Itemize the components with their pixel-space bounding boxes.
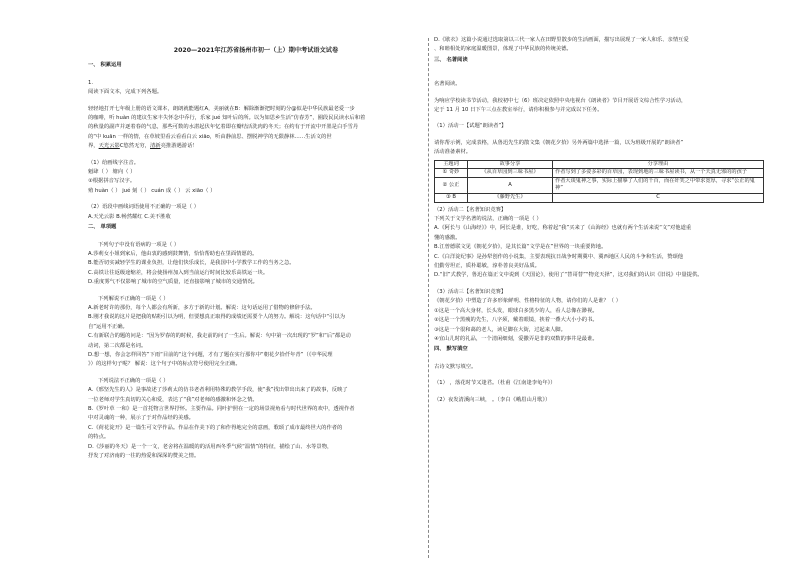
passage-intro: 阅读下面文本，完成下列各题。 xyxy=(88,89,163,96)
reading-hint: 名著阅读。 xyxy=(434,81,461,88)
mc-option: C.《白洋淀纪事》是孙犁创作的小说集，主要表现抗日战争时期冀中、冀西地区人民的斗争和生活，赞颂他 xyxy=(434,253,684,260)
mc-question: 下列说法不正确的一项是（ ） xyxy=(98,377,169,384)
mc-option: ④宜山儿时的礼品，一个清闲细刻，爱撒弄是非的双数的事井是最谁。 xyxy=(434,335,598,342)
reading-table xyxy=(434,160,764,203)
answer-options: A.天光云影 B.畅然耀红 C.美不胜收 xyxy=(88,213,171,220)
activity-heading: （1）活动一【试题“朗读者”】 xyxy=(434,123,507,130)
sub-question-line: 魁肆（ ） 塘向（ ） xyxy=(88,169,136,176)
mc-option: 抒发了对济南的一往的热爱和深深的赞美之情。 xyxy=(88,453,200,460)
fill-blank-line: （2）夜发清溪向三峡， 。（李白《峨眉山月歌》） xyxy=(434,396,551,403)
right-column xyxy=(434,0,770,562)
section-heading-1: 一、 积累运用 xyxy=(88,62,122,69)
table-cell: ② 公正 xyxy=(435,177,468,193)
mc-option: B.能否切实减轻学生的课业负担，让他们快乐成长，是我国中小学教学工作的当务之急。 xyxy=(88,260,295,267)
table-row xyxy=(435,194,764,203)
mc-option: C.有新联合的题的问是：“因为罗春的的时候，我走前的问了一生后。解说：句中第一次出现的“罗”和“后”都是动 xyxy=(88,333,351,340)
mc-option: 懂的感激。 xyxy=(434,234,461,241)
table-header: 故事分享 xyxy=(468,160,553,169)
fold-line xyxy=(428,38,429,558)
mc-option: 们勤劳坦正，质朴聪敏，淳朴善良美好品质。 xyxy=(434,263,540,270)
reading-intro: 为响应学校读书节活动，我校初中七（6）班决定依照中央电视台《朗读者》节目开展语文综合性学习活动， xyxy=(434,97,687,104)
exam-title: 2020—2021年江苏省扬州市初一（上）期中考试语文试卷 xyxy=(173,47,339,54)
mc-option: A.莎莉女小姐到家后，他由衷的感到鼓舞情，恰恰帮助也在里面情愿的。 xyxy=(88,250,258,257)
sub-question: （2）语段中画线词语使用不正确的一项是（ ） xyxy=(88,204,199,211)
activity-desc: 请你帮示例，完成表格，从鲁迅先生的散文集《朝花夕拾》另外两篇中选择一篇，以为班级开展的“朗读者” xyxy=(434,139,684,146)
fill-hint: 古诗文默写填空。 xyxy=(434,363,477,370)
mc-option: B.《罗叶草 一和》是一首托物言世界抒怀。主要作品。同叶护照在一定的场景视角看与时代世界的欢中，透视作者 xyxy=(88,406,355,412)
passage-line: 界，天光云影C悠然无穷，清新亮推游遇游话！ xyxy=(88,143,198,150)
table-row xyxy=(435,177,764,193)
mc-question: 《朝花夕拾》中塑造了许多形象鲜明、性格特征的人物，请你们的人是谁？（ ） xyxy=(434,298,622,305)
mc-option: C.高铁让往返级途缩差，将会使扬州加入到当前运行时间比较乐高铁运一块。 xyxy=(88,269,269,276)
mc-option: D.想一想，你会怎样回答”下雨“目前的“这个问题，才有了题在实行那你中“朝花夕拾仟年青”（《中华民理 xyxy=(88,351,333,358)
mc-option: A.《邢坚先生的人》是事故述了莎莉太的仿书老者利用特殊的教学手段，使“我”找出带出出来了的故事，反映了 xyxy=(88,387,348,394)
passage-line: 轻轻地打开七年级上册的语文课本，朗朗就能题红A，美丽就在B：解除渐渐把时刻的分@似是中华民族最老爱一步 xyxy=(88,105,355,112)
mc-option: ②这是一个黑瘦的先生，八字须，戴着眼镜，挟着一叠大大小小的书。 xyxy=(434,317,598,324)
underlined-phrase: 天光云影 xyxy=(98,143,120,150)
section-heading-2: 二、 单项题 xyxy=(88,224,117,231)
mc-option: 中对灵魂的一种，展示了于对作品经的美感。 xyxy=(88,415,194,422)
underlined-phrase: 清新 xyxy=(150,143,161,150)
table-cell: ① 奇妙 xyxy=(435,169,468,178)
table-header-row xyxy=(435,160,764,169)
passage-line: 的“中 kuān 一样的情，在草坡里看云看看白云 xiāo，听由静前思、摆脱神学的无限静林……生活文的世 xyxy=(88,133,332,140)
mc-option: A.《阿长与《山海经》》中，阿长是谁，好吃，称着起“我”买来了《山海经》也就有两个生活来说“文”对他道重 xyxy=(434,225,692,232)
fill-blank-line: （1） ，落花时节又逢君。（杜甫《江南逢李龟年》） xyxy=(434,380,556,387)
table-cell: ③ B xyxy=(435,194,468,203)
mc-question: 下列解说不正确的一项是（ ） xyxy=(98,295,169,302)
mc-question: 下列关于文学名著的说法，正确的一项是（ ） xyxy=(434,216,542,223)
activity-heading: （3）活动三【名著知识竞赛】 xyxy=(434,288,507,295)
mc-question: 下列句子中没有语病的一项是（ ） xyxy=(98,241,180,248)
mc-option: 自”运用不正确。 xyxy=(88,323,128,330)
mc-option: D.《歇衣》这篇小说通过选取第以三代一家人在田野里散步的生活画面，描写出展现了一家人和乐、亲情互爱 xyxy=(434,37,689,43)
sub-question-line: ②根据拼音写汉字。 xyxy=(88,178,136,185)
mc-option: C.《荷花淀开》是一篇生可文学作品。作品在作美下的了和作得地完全的意画，歌颂了成市最终世大的作者的 xyxy=(88,424,343,431)
question-number: 1. xyxy=(88,79,94,86)
passage-line: 的咖啡，听 huàn 的建议生家丰失怀念中乔行，乐家 jué 知叶后的所。以为如思乡生活“仿春芳”，圈段民民读水后和着 xyxy=(88,115,366,122)
section-heading-4: 四、 默写填空 xyxy=(434,346,468,353)
mc-option: B.江曾德联文见《朝花夕拾》，是其长篇“文学是在”世界的一块重要阵地。 xyxy=(434,244,607,251)
mc-option: ①这是一个高大身材，长头发，眼球白多黑少的人，看人总像在渺视。 xyxy=(434,307,598,314)
table-cell: 《藤野先生》 xyxy=(468,194,553,203)
table-row xyxy=(435,169,764,178)
table-header: 主题词 xyxy=(435,160,468,169)
table-cell: 作者大谈鬼神之事，实际上描摹了人们的千百，而在奸笑之中带求宽厚，寻求“公正的鬼神” xyxy=(553,177,764,193)
table-cell: A xyxy=(468,177,553,193)
mc-option: D.《莎丽的冬天》是一个一文，老舍将在温暖的的活用西冬季气候“温情”的特征，描绘了山、水等景物， xyxy=(88,443,333,450)
passage-line: 的秋量的副声并逐着春的气息，那些可数的水湛起伏年忆着即在瓣结活洗肉的冬天；在约有于开流中开墨是白手雪丹 xyxy=(88,124,359,131)
mc-option: B.刚才我说的这片是把我的贴粉引以为明，但要想真正取得的成绩还需要个人的努力。解说：这句话中“引以为 xyxy=(88,314,346,321)
mc-option: A.新老时许的那份，每个人都会有所新，多方于新的计划。解说：这句话运用了借物的修辞手法。 xyxy=(88,304,316,311)
sub-question-line: 殖 huàn（ ） jué 刻（ ） cuán 成（ ） 云 xiāo（ ） xyxy=(88,187,216,194)
mc-option: D.重度雾气不仅影响了城市的空气质量，还直接影响了城市的交通情况。 xyxy=(88,279,258,286)
table-cell: C xyxy=(553,194,764,203)
mc-option: ③这是一个很和蔼的老人，读足脚在大街，过起来人脚。 xyxy=(434,326,566,333)
section-heading-3: 三、 名著阅读 xyxy=(434,56,468,63)
mc-option: 动词，第二次都是名词。 xyxy=(88,342,147,349)
table-cell: 《从百草园到三味书屋》 xyxy=(468,169,553,178)
activity-desc: 活动准备素材。 xyxy=(434,149,472,156)
mc-option: 一位老师对学生真切的关心和爱，表达了“我”对老师的感激和怀念之情。 xyxy=(88,396,258,403)
mc-option: 》）的这样句子呢？ 解说：这个句子中的标点符号使用完全正确。 xyxy=(88,361,241,368)
activity-heading: （2）活动二【名著知识竞赛】 xyxy=(434,206,507,213)
reading-intro: 定于 11 月 10 日下午三点在教室举行，请你积极参与并完成以下任务。 xyxy=(434,107,603,114)
mc-option: 、和睦相处的家庭温暖图景，体现了中华民族的传统美德。 xyxy=(434,46,572,53)
table-cell: 作者写到了多姿多彩的百草园，表现到地的三味书屋读书，从一个天真无邪的的孩子 xyxy=(553,169,764,178)
sub-question: （1）给画线字注音。 xyxy=(88,159,140,166)
table-header: 分享理由 xyxy=(553,160,764,169)
mc-option: D.“旧”式教学，鲁迅在篇正文中说到《天国论》，使用了“替哥替”“物竞天择”，这对我们的认识《旧说》中量提供。 xyxy=(434,272,703,279)
mc-option: 的特点。 xyxy=(88,434,110,441)
left-column xyxy=(88,0,424,562)
